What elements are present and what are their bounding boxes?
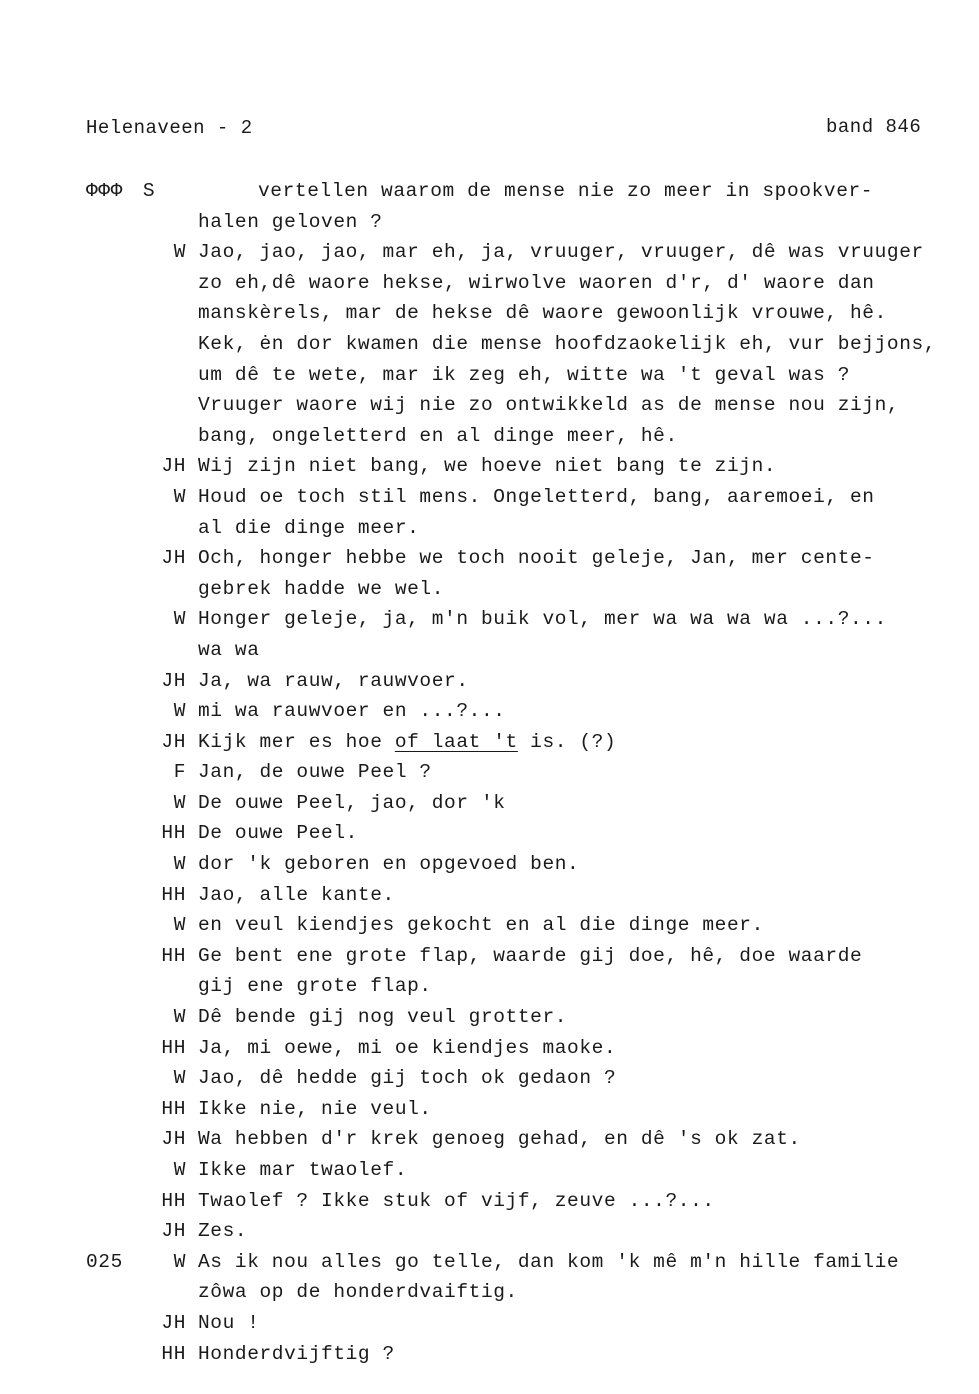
transcript-turn: [0, 788, 979, 819]
transcript-turn: [0, 1155, 979, 1186]
transcript-turn: [0, 818, 979, 849]
utterance-text: Ikke nie, nie veul.: [198, 1097, 432, 1120]
transcript-turn: [0, 849, 979, 880]
speaker-label: JH: [161, 669, 186, 692]
speaker-label: JH: [161, 455, 186, 478]
transcript-turn: [0, 1002, 979, 1033]
speaker-label: HH: [161, 1097, 186, 1120]
transcript-turn: [0, 1216, 979, 1247]
utterance-text: Jao, jao, jao, mar eh, ja, vruuger, vruuger, dê was vruuger zo eh,dê waore hekse, wirwolve waoren d'r, d' waore dan manskèrels, mar de hekse dê waore gewoonlijk vrouwe, hê. Kek, ėn dor kwamen die mense hoofdzaokelijk eh, vur bejjons, um dê te wete, mar ik zeg eh, witte wa 't geval was ? Vruuger waore wij nie zo ontwikkeld as de mense nou zijn, bang, ongeletterd en al dinge meer, hê.: [198, 241, 937, 447]
margin-counter: 025: [86, 1250, 123, 1273]
transcript-turn: [0, 1094, 979, 1125]
speaker-label: W: [173, 241, 186, 264]
utterance-text: Ge bent ene grote flap, waarde gij doe, hê, doe waarde gij ene grote flap.: [198, 944, 863, 998]
speaker-label: HH: [161, 1189, 186, 1212]
utterance-text: vertellen waarom de mense nie zo meer in spookver- halen geloven ?: [198, 180, 874, 233]
utterance-text: Jao, dê hedde gij toch ok gedaon ?: [198, 1067, 617, 1090]
speaker-label: W: [173, 1159, 186, 1181]
transcript-turn: [0, 1247, 979, 1308]
utterance-text: Zes.: [198, 1220, 248, 1243]
speaker-label: W: [173, 791, 186, 814]
transcript-turn: [0, 696, 979, 727]
speaker-label: HH: [161, 1036, 186, 1059]
utterance-text: dor 'k geboren en opgevoed ben.: [198, 853, 580, 876]
transcript-turn: [0, 941, 979, 1002]
transcript-body: [0, 176, 979, 1369]
page-header-tape-number: band 846: [826, 116, 922, 138]
speaker-label: W: [173, 853, 186, 876]
speaker-label: JH: [161, 1311, 186, 1334]
speaker-label: HH: [161, 822, 186, 845]
transcript-turn: [0, 880, 979, 911]
transcript-turn: [0, 1308, 979, 1339]
speaker-label: W: [173, 1006, 186, 1029]
utterance-text: Wij zijn niet bang, we hoeve niet bang te zijn.: [198, 455, 777, 478]
utterance-text: mi wa rauwvoer en ...?...: [198, 700, 506, 723]
transcript-turn: [0, 451, 979, 482]
transcript-turn: [0, 1186, 979, 1217]
utterance-text: [198, 727, 958, 758]
speaker-label: JH: [161, 730, 186, 753]
transcript-turn: [0, 543, 979, 604]
speaker-label: F: [173, 761, 186, 784]
speaker-label: HH: [161, 944, 186, 967]
speaker-label: W: [173, 485, 186, 508]
transcript-turn: [0, 237, 979, 451]
transcript-turn: [0, 727, 979, 758]
utterance-text-part: is. (?): [517, 730, 617, 753]
utterance-text: Ja, mi oewe, mi oe kiendjes maoke.: [198, 1036, 617, 1059]
utterance-text: en veul kiendjes gekocht en al die dinge meer.: [198, 914, 764, 937]
utterance-text: De ouwe Peel, jao, dor 'k: [198, 791, 506, 814]
speaker-label: W: [173, 1067, 186, 1090]
utterance-text: As ik nou alles go telle, dan kom 'k mê m'n hille familie zôwa op de honderdvaiftig.: [198, 1250, 900, 1304]
utterance-text-part: Kijk mer es hoe: [198, 730, 395, 753]
utterance-text: Jao, alle kante.: [198, 883, 395, 906]
utterance-text: Och, honger hebbe we toch nooit geleje, Jan, mer cente- gebrek hadde we wel.: [198, 547, 875, 600]
speaker-label: W: [173, 914, 186, 937]
speaker-label: JH: [161, 1220, 186, 1243]
utterance-text: Houd oe toch stil mens. Ongeletterd, bang, aaremoei, en al die dinge meer.: [198, 485, 875, 539]
utterance-text: Dê bende gij nog veul grotter.: [198, 1006, 568, 1029]
utterance-text: Honderdvijftig ?: [198, 1342, 395, 1365]
transcript-turn: [0, 1063, 979, 1094]
transcript-turn: [0, 1124, 979, 1155]
underlined-phrase: of laat 't: [394, 730, 518, 753]
transcript-turn: [0, 910, 979, 941]
utterance-text: De ouwe Peel.: [198, 822, 358, 845]
transcript-turn: [0, 1339, 979, 1370]
speaker-label: JH: [161, 547, 186, 570]
utterance-text: Ikke mar twaolef.: [198, 1159, 408, 1181]
transcript-turn: [0, 482, 979, 543]
speaker-label: S: [142, 180, 156, 202]
page-header-title: Helenaveen - 2: [86, 117, 253, 139]
utterance-text: Jan, de ouwe Peel ?: [198, 761, 432, 784]
transcript-turn: [0, 666, 979, 697]
margin-note: ΦΦΦ: [86, 180, 123, 202]
speaker-label: JH: [161, 1128, 186, 1151]
utterance-text: Wa hebben d'r krek genoeg gehad, en dê 's ok zat.: [198, 1128, 801, 1151]
utterance-text: Twaolef ? Ikke stuk of vijf, zeuve ...?...: [198, 1189, 715, 1212]
speaker-label: HH: [161, 1342, 186, 1365]
transcript-turn: [0, 757, 979, 788]
speaker-label: W: [173, 1250, 186, 1273]
utterance-text: Nou !: [198, 1311, 260, 1334]
speaker-label: W: [173, 700, 186, 723]
speaker-label: HH: [161, 883, 186, 906]
speaker-label: W: [173, 608, 186, 631]
utterance-text: Honger geleje, ja, m'n buik vol, mer wa wa wa wa ...?... wa wa: [198, 608, 887, 661]
transcript-turn: [0, 1033, 979, 1064]
utterance-text: Ja, wa rauw, rauwvoer.: [198, 669, 469, 692]
transcript-turn: [0, 604, 979, 665]
transcript-turn: [0, 176, 979, 237]
